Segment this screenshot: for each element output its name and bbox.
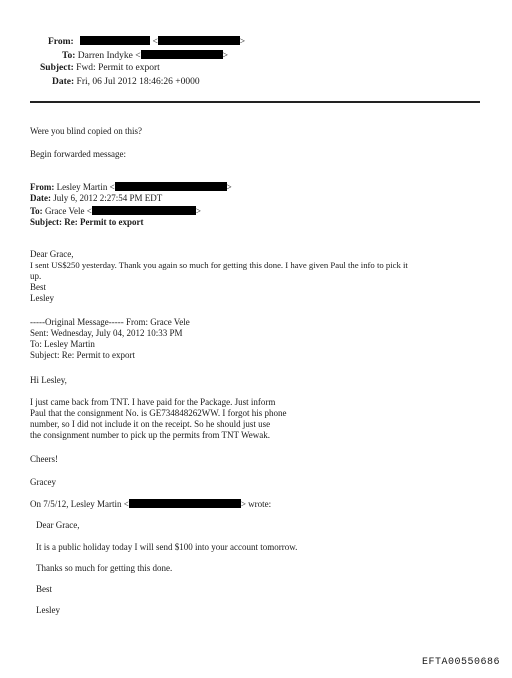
header-to-label: To: — [62, 51, 76, 61]
original-line-4: Subject: Re: Permit to export — [30, 350, 135, 360]
quote-on-suffix: > wrote: — [240, 499, 272, 509]
message1-line-1: I sent US$250 yesterday. Thank you again so much for getting this done. I have given Paul the info to pick it — [30, 260, 408, 270]
header-date-value: Fri, 06 Jul 2012 18:46:26 +0000 — [76, 77, 200, 87]
header-date-label: Date: — [52, 77, 75, 87]
header-from-label: From: — [48, 37, 74, 47]
header-subject-row — [40, 64, 160, 74]
quote-line-2: Thanks so much for getting this done. — [36, 563, 173, 573]
forwarded-to-value: Grace Vele < — [44, 206, 92, 216]
forwarded-from-value: Lesley Martin < — [56, 182, 115, 192]
redaction-bar — [129, 499, 241, 508]
forwarded-date-row — [30, 194, 162, 203]
forwarded-from-gt: > — [226, 182, 232, 192]
header-date-row — [52, 78, 200, 88]
message2-line-1: I just came back from TNT. I have paid for the Package. Just inform — [30, 397, 276, 407]
message2-greeting: Hi Lesley, — [30, 375, 67, 385]
quote-greeting: Dear Grace, — [36, 520, 80, 530]
header-to-value: Darren Indyke < — [77, 51, 141, 61]
message1-closing: Best — [30, 282, 47, 292]
quote-on-line — [30, 499, 271, 509]
header-from-gt: > — [239, 37, 246, 47]
redaction-bar — [92, 206, 196, 215]
intro-line-1: Were you blind copied on this? — [30, 126, 142, 136]
original-line-3: To: Lesley Martin — [30, 339, 95, 349]
forwarded-date-value: July 6, 2012 2:27:54 PM EDT — [53, 193, 163, 203]
header-from-row — [48, 36, 245, 48]
message2-line-2: Paul that the consignment No. is GE734848262WW. I forgot his phone — [30, 408, 287, 418]
forwarded-date-label: Date: — [30, 193, 51, 203]
original-line-2: Sent: Wednesday, July 04, 2012 10:33 PM — [30, 328, 183, 338]
forwarded-to-label: To: — [30, 206, 43, 216]
header-divider — [30, 101, 480, 103]
message2-cheers: Cheers! — [30, 454, 58, 464]
header-to-row — [62, 50, 228, 62]
header-subject-value: Fwd: Permit to export — [76, 63, 160, 73]
quote-on-prefix: On 7/5/12, Lesley Martin < — [30, 499, 129, 509]
header-to-gt: > — [222, 51, 228, 61]
redaction-bar — [141, 50, 223, 59]
redaction-bar — [80, 36, 150, 45]
forwarded-subject-row — [30, 218, 143, 227]
document-id: EFTA00550686 — [422, 657, 501, 668]
forwarded-to-gt: > — [195, 206, 201, 216]
quote-closing: Best — [36, 584, 53, 594]
message2-signature: Gracey — [30, 477, 56, 487]
forwarded-subject-label: Subject: — [30, 217, 62, 227]
redaction-bar — [115, 182, 227, 191]
header-from-lt: < — [152, 37, 158, 47]
forwarded-to-row — [30, 206, 201, 216]
forwarded-from-row — [30, 182, 232, 192]
intro-line-2: Begin forwarded message: — [30, 149, 126, 159]
forwarded-subject-value: Re: Permit to export — [64, 217, 144, 227]
message2-line-3: number, so I did not include it on the receipt. So he should just use — [30, 419, 271, 429]
original-line-1: -----Original Message----- From: Grace Vele — [30, 317, 190, 327]
forwarded-from-label: From: — [30, 182, 55, 192]
quote-signature: Lesley — [36, 605, 60, 615]
message1-signature: Lesley — [30, 293, 54, 303]
message1-greeting: Dear Grace, — [30, 249, 74, 259]
redaction-bar — [158, 36, 240, 45]
header-subject-label: Subject: — [40, 63, 74, 73]
quote-line-1: It is a public holiday today I will send $100 into your account tomorrow. — [36, 542, 298, 552]
message1-line-2: up. — [30, 271, 42, 281]
message2-line-4: the consignment number to pick up the permits from TNT Wewak. — [30, 430, 270, 440]
